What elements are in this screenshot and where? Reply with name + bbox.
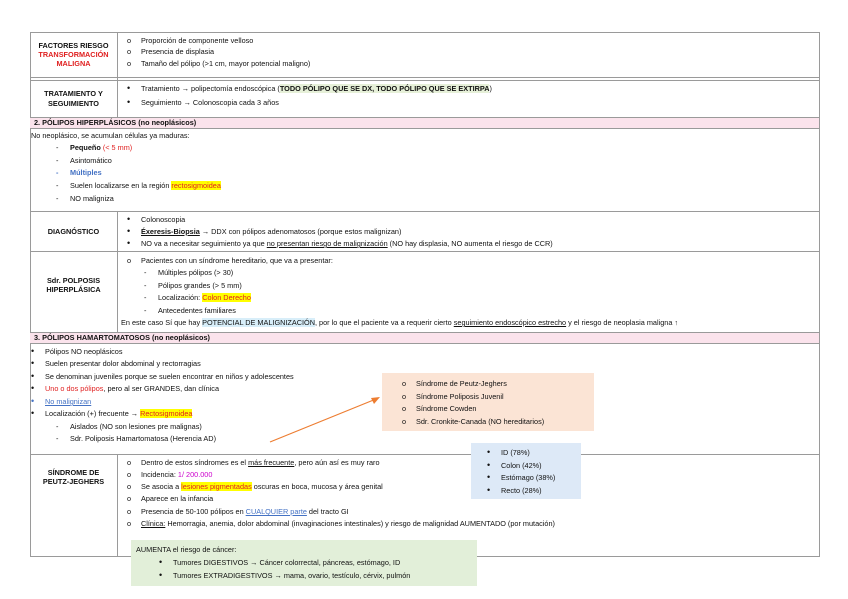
text: y el riesgo de neoplasia maligna ↑ — [566, 318, 679, 327]
text: (NO hay displasia, NO aumenta el riesgo de CCR) — [387, 239, 553, 248]
list-item: • Se denominan juveniles porque se suelen encontrar en niños y adolescentes — [45, 372, 294, 381]
list-item: o Síndrome Poliposis Juvenil — [416, 392, 504, 401]
text-magenta: 1/ 200.000 — [177, 470, 213, 479]
arrow-line — [270, 399, 376, 442]
list-item: • Colon (42%) — [501, 461, 542, 470]
no-malignizan-link[interactable]: • No malignizan — [45, 397, 91, 406]
list-item: • Suelen presentar dolor abdominal y rectorragias — [45, 359, 201, 368]
text: Tratamiento → polipectomía endoscópica ( — [141, 84, 280, 93]
text: Clínica: — [141, 519, 166, 528]
highlight-text: lesiones pigmentadas — [181, 482, 252, 491]
label-line-red: TRANSFORMACIÓN — [38, 49, 109, 59]
list-item: o Síndrome Cowden — [416, 404, 476, 413]
locations-callout — [471, 443, 581, 499]
list-item: • Tumores EXTRADIGESTIVOS → mama, ovario, testículo, cérvix, pulmón — [173, 571, 410, 580]
highlight-text: TODO PÓLIPO QUE SE DX, TODO PÓLIPO QUE SE EXTIRPA — [279, 84, 490, 93]
cualquier-parte-link[interactable]: CUALQUIER parte — [245, 507, 307, 516]
text: Éxeresis-Biopsia — [141, 227, 200, 236]
arrow-head — [371, 397, 380, 404]
list-item: o Presencia de displasia — [141, 47, 214, 56]
list-item: - Antecedentes familiares — [158, 306, 236, 315]
list-item: • ID (78%) — [501, 448, 530, 457]
list-item: - Múltiples pólipos (> 30) — [158, 268, 233, 277]
label-line: PEUTZ-JEGHERS — [42, 477, 105, 486]
text: Se asocia a — [141, 482, 182, 491]
text: Localización: — [158, 293, 203, 302]
list-item: - Sdr. Poliposis Hamartomatosa (Herencia AD) — [70, 434, 216, 443]
list-item — [141, 458, 380, 467]
list-item: o Aparece en la infancia — [141, 494, 213, 503]
text: oscuras en boca, mucosa y área genital — [251, 482, 383, 491]
list-item: • Colonoscopia — [141, 215, 185, 224]
list-item: • Tumores DIGESTIVOS → Cáncer colorrectal, páncreas, estómago, ID — [173, 558, 400, 567]
list-item: o Pacientes con un síndrome hereditario, que va a presentar: — [141, 256, 333, 265]
list-item: o Tamaño del pólipo (>1 cm, mayor potencial maligno) — [141, 59, 310, 68]
list-item — [141, 470, 212, 479]
text: , pero al ser GRANDES, dan clínica — [103, 384, 220, 393]
list-item: • Pólipos NO neoplásicos — [45, 347, 122, 356]
list-item — [141, 482, 383, 491]
text: Dentro de estos síndromes es el — [141, 458, 249, 467]
list-item: • Estómago (38%) — [501, 473, 555, 482]
text: Incidencia: — [141, 470, 178, 479]
section-header: 3. PÓLIPOS HAMARTOMATOSOS (no neoplásicos) — [30, 332, 819, 344]
label-line: SEGUIMIENTO — [48, 98, 99, 108]
text: , pero aún así es muy raro — [294, 458, 380, 467]
section-header: 2. PÓLIPOS HIPERPLÁSICOS (no neoplásicos) — [30, 117, 819, 129]
list-item: - NO maligniza — [70, 194, 114, 203]
list-item — [141, 519, 555, 528]
text: NO va a necesitar seguimiento ya que — [141, 239, 267, 248]
text-red: (< 5 mm) — [102, 143, 133, 152]
label-line: TRATAMIENTO Y — [44, 89, 103, 99]
list-item: - Asintomático — [70, 156, 112, 165]
text-red: Uno o dos pólipos — [45, 384, 104, 393]
list-item: o Síndrome de Peutz-Jeghers — [416, 379, 507, 388]
list-item: o Sdr. Cronkite-Canada (NO hereditarios) — [416, 417, 544, 426]
text: Pequeño — [70, 143, 103, 152]
highlight-text: rectosigmoidea — [171, 181, 221, 190]
text: del tracto GI — [306, 507, 349, 516]
list-item: • Seguimiento → Colonoscopia cada 3 años — [141, 98, 279, 107]
text: más frecuente — [248, 458, 295, 467]
text: , por lo que el paciente va a requerir cierto — [315, 318, 454, 327]
peutz-label — [30, 455, 117, 499]
diagnostico-label: DIAGNÓSTICO — [47, 226, 100, 236]
text: Suelen localizarse en la región — [70, 181, 172, 190]
label-line: SÍNDROME DE — [47, 467, 100, 477]
text: no presentan riesgo de malignización — [266, 239, 388, 248]
text: Localización (+) frecuente → — [45, 409, 141, 418]
label-line-red: MALIGNA — [56, 59, 91, 69]
list-item — [141, 507, 349, 516]
row-border — [30, 454, 819, 455]
label-line: HIPERPLÁSICA — [46, 285, 101, 294]
text: Presencia de 50-100 pólipos en — [141, 507, 246, 516]
label-line: FACTORES RIESGO — [38, 40, 109, 50]
column-divider — [117, 454, 118, 556]
section-intro: No neoplásico, se acumulan células ya maduras: — [31, 131, 190, 140]
highlight-text: Rectosigmoidea — [140, 409, 193, 418]
cancer-risk-callout — [131, 540, 477, 586]
text: → DDX con pólipos adenomatosos (porque estos malignizan) — [199, 227, 402, 236]
text: En este caso Sí que hay — [121, 318, 203, 327]
text: Hemorragia, anemia, dolor abdominal (invaginaciones intestinales) y riesgo de malignidad AUMENTADO (por mutación) — [165, 519, 555, 528]
text: ) — [489, 84, 492, 93]
highlight-text: Colon Derecho — [202, 293, 251, 302]
list-item: - Múltiples — [70, 168, 102, 177]
list-item: • Recto (28%) — [501, 486, 542, 495]
highlight-text: POTENCIAL DE MALIGNIZACIÓN — [202, 318, 315, 327]
text: seguimiento endoscópico estrecho — [453, 318, 567, 327]
list-item: - Aislados (NO son lesiones pre malignas) — [70, 422, 202, 431]
callout-title: AUMENTA el riesgo de cáncer: — [136, 545, 237, 554]
list-item: - Pólipos grandes (> 5 mm) — [158, 281, 242, 290]
list-item: o Proporción de componente velloso — [141, 36, 253, 45]
label-line: Sdr. POLPOSIS — [46, 275, 101, 285]
